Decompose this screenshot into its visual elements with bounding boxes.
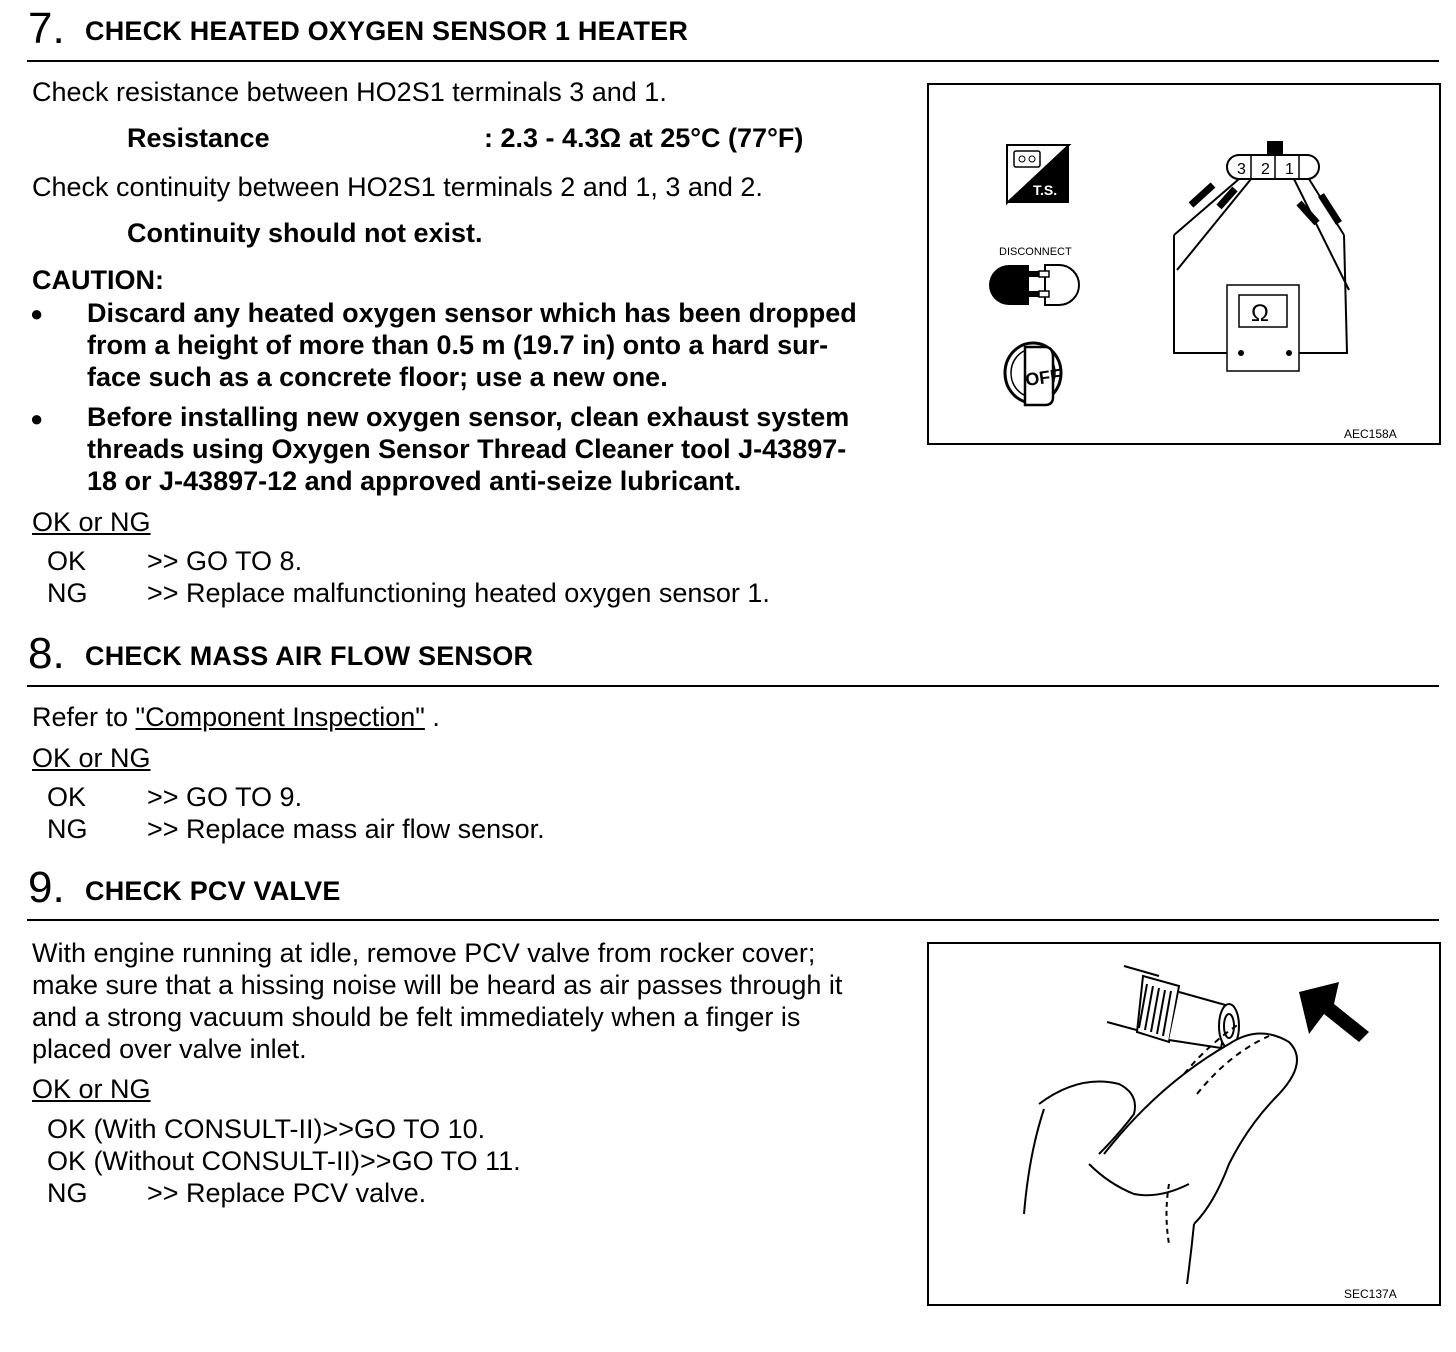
terminal-3-label: 3 xyxy=(1237,161,1246,178)
ignition-off-key-icon xyxy=(1005,343,1062,405)
ng-label: NG xyxy=(47,1178,88,1208)
ng-label: NG xyxy=(47,578,88,608)
ho2s1-connector xyxy=(1227,141,1319,179)
step-9-number: 9. xyxy=(28,863,65,912)
step-7-title: CHECK HEATED OXYGEN SENSOR 1 HEATER xyxy=(85,16,689,46)
ts-label: T.S. xyxy=(1033,182,1058,198)
caution-1-line-3: face such as a concrete floor; use a new one. xyxy=(87,362,668,392)
refer-text xyxy=(32,701,440,733)
ok-or-ng-label: OK or NG xyxy=(32,507,151,537)
refer-suffix: . xyxy=(424,702,440,732)
ng-label: NG xyxy=(47,814,88,844)
ohmmeter-diagram xyxy=(929,85,1439,443)
caution-2-line-2: threads using Oxygen Sensor Thread Cleaner tool J-43897- xyxy=(87,434,847,464)
ok-without-consult: OK (Without CONSULT-II)>>GO TO 11. xyxy=(47,1146,521,1176)
resistance-label: Resistance xyxy=(127,123,270,153)
ok-action: >> GO TO 8. xyxy=(147,546,303,576)
ok-or-ng-label: OK or NG xyxy=(32,743,151,773)
bullet-icon: ● xyxy=(30,301,44,326)
figure-ho2s1-resistance-check xyxy=(927,83,1441,445)
pcv-body-line-2: make sure that a hissing noise will be heard as air passes through it xyxy=(32,970,843,1000)
ok-action: >> GO TO 9. xyxy=(147,782,303,812)
caution-label: CAUTION: xyxy=(32,265,164,295)
ng-action: >> Replace PCV valve. xyxy=(147,1178,427,1208)
caution-2-line-1: Before installing new oxygen sensor, clean exhaust system xyxy=(87,402,850,432)
check-continuity-text: Check continuity between HO2S1 terminals 2 and 1, 3 and 2. xyxy=(32,172,763,202)
ok-label: OK xyxy=(47,782,87,812)
pcv-body-line-1: With engine running at idle, remove PCV valve from rocker cover; xyxy=(32,938,816,968)
refer-prefix: Refer to xyxy=(32,702,136,732)
pcv-body-line-3: and a strong vacuum should be felt immediately when a finger is xyxy=(32,1002,801,1032)
ok-with-consult: OK (With CONSULT-II)>>GO TO 10. xyxy=(47,1114,486,1144)
off-label: OFF xyxy=(1023,365,1063,390)
step-7-number: 7. xyxy=(28,4,65,53)
disconnect-label: DISCONNECT xyxy=(999,246,1072,258)
figure-code-sec137a: SEC137A xyxy=(1344,1287,1397,1301)
step-7-divider xyxy=(27,60,1439,62)
ok-label: OK xyxy=(47,546,87,576)
ohm-symbol: Ω xyxy=(1251,300,1269,327)
step-8-divider xyxy=(27,685,1439,687)
step-9-title: CHECK PCV VALVE xyxy=(85,876,341,906)
figure-code-aec158a: AEC158A xyxy=(1344,427,1397,441)
arrow-icon xyxy=(1299,982,1369,1042)
caution-1-line-2: from a height of more than 0.5 m (19.7 in) onto a hard sur- xyxy=(87,330,829,360)
ng-action: >> Replace mass air flow sensor. xyxy=(147,814,545,844)
ng-action: >> Replace malfunctioning heated oxygen sensor 1. xyxy=(147,578,770,608)
bullet-icon: ● xyxy=(30,406,44,431)
terminal-1-label: 1 xyxy=(1285,161,1294,178)
step-9-divider xyxy=(27,919,1439,921)
caution-2-line-3: 18 or J-43897-12 and approved anti-seize lubricant. xyxy=(87,466,742,496)
pcv-valve-illustration xyxy=(929,944,1439,1304)
disconnect-connector-icon xyxy=(989,265,1079,305)
caution-1-line-1: Discard any heated oxygen sensor which has been dropped xyxy=(87,298,857,328)
figure-pcv-valve-check xyxy=(927,942,1441,1306)
terminal-2-label: 2 xyxy=(1261,161,1270,178)
step-8-title: CHECK MASS AIR FLOW SENSOR xyxy=(85,641,534,671)
ohmmeter xyxy=(1227,285,1299,371)
step-8-number: 8. xyxy=(28,629,65,678)
component-inspection-link[interactable]: "Component Inspection" xyxy=(135,702,425,732)
continuity-note: Continuity should not exist. xyxy=(127,218,483,248)
resistance-value: : 2.3 - 4.3Ω at 25°C (77°F) xyxy=(484,123,804,153)
ok-or-ng-label: OK or NG xyxy=(32,1074,151,1104)
check-resistance-text: Check resistance between HO2S1 terminals 3 and 1. xyxy=(32,77,667,107)
ts-icon xyxy=(1007,145,1069,203)
pcv-body-line-4: placed over valve inlet. xyxy=(32,1034,307,1064)
